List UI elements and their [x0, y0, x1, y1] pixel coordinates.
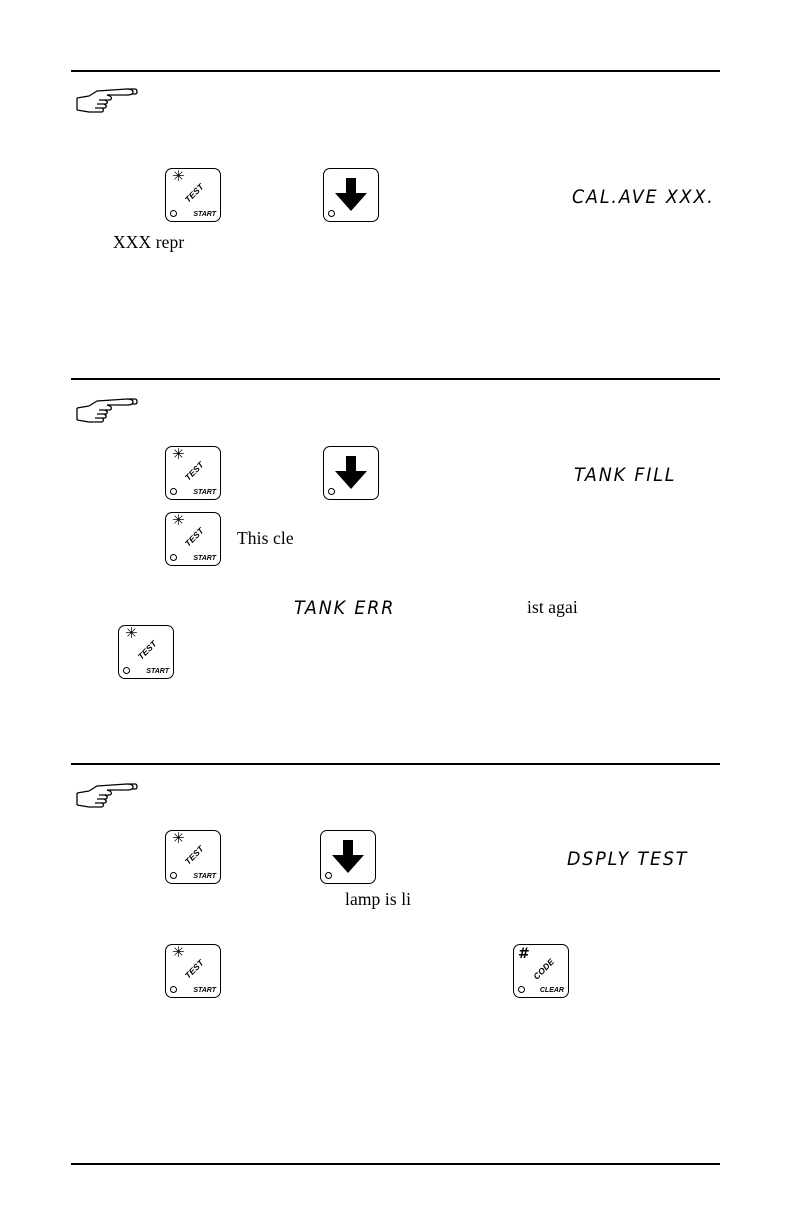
section-divider	[71, 763, 720, 765]
pointing-hand-icon	[75, 781, 139, 811]
asterisk-icon: ✳	[172, 511, 185, 529]
key-sublabel: START	[193, 211, 216, 218]
key-label: TEST	[182, 525, 206, 549]
asterisk-icon: ✳	[172, 829, 185, 847]
hash-icon: #	[518, 946, 530, 962]
lcd-display-text: DSPLY TEST	[567, 848, 689, 870]
body-text: This cle	[237, 528, 294, 548]
test-start-key[interactable]	[165, 168, 221, 222]
pointing-hand-icon	[75, 86, 139, 116]
asterisk-icon: ✳	[172, 943, 185, 961]
asterisk-icon: ✳	[172, 445, 185, 463]
key-label: TEST	[182, 843, 206, 867]
asterisk-icon: ✳	[125, 624, 138, 642]
down-arrow-key[interactable]	[320, 830, 376, 884]
key-label: TEST	[182, 181, 206, 205]
asterisk-icon: ✳	[172, 167, 185, 185]
test-start-key[interactable]	[165, 446, 221, 500]
section-divider	[71, 70, 720, 72]
key-label: TEST	[182, 459, 206, 483]
indicator-led-icon	[170, 872, 177, 879]
indicator-led-icon	[170, 986, 177, 993]
lcd-display-text: TANK ERR	[294, 597, 396, 619]
body-text: ist agai	[527, 597, 578, 617]
down-arrow-key[interactable]	[323, 446, 379, 500]
key-label: TEST	[135, 638, 159, 662]
lcd-display-text: CAL.AVE XXX.	[572, 186, 715, 208]
test-start-key[interactable]	[165, 830, 221, 884]
test-start-key[interactable]	[165, 944, 221, 998]
key-sublabel: START	[193, 873, 216, 880]
pointing-hand-icon	[75, 396, 139, 426]
test-start-key[interactable]	[118, 625, 174, 679]
key-sublabel: CLEAR	[539, 987, 564, 994]
code-clear-key[interactable]	[513, 944, 569, 998]
lcd-display-text: TANK FILL	[574, 464, 677, 486]
key-sublabel: START	[193, 987, 216, 994]
section-divider	[71, 378, 720, 380]
test-start-key[interactable]	[165, 512, 221, 566]
body-text: XXX repr	[113, 232, 185, 252]
indicator-led-icon	[328, 488, 335, 495]
body-text: lamp is li	[345, 889, 412, 909]
down-arrow-key[interactable]	[323, 168, 379, 222]
indicator-led-icon	[518, 986, 525, 993]
key-sublabel: START	[193, 489, 216, 496]
key-sublabel: START	[146, 668, 169, 675]
key-label: CODE	[531, 956, 557, 982]
indicator-led-icon	[170, 554, 177, 561]
indicator-led-icon	[170, 210, 177, 217]
indicator-led-icon	[170, 488, 177, 495]
indicator-led-icon	[325, 872, 332, 879]
key-sublabel: START	[193, 555, 216, 562]
key-label: TEST	[182, 957, 206, 981]
indicator-led-icon	[123, 667, 130, 674]
section-divider	[71, 1163, 720, 1165]
indicator-led-icon	[328, 210, 335, 217]
